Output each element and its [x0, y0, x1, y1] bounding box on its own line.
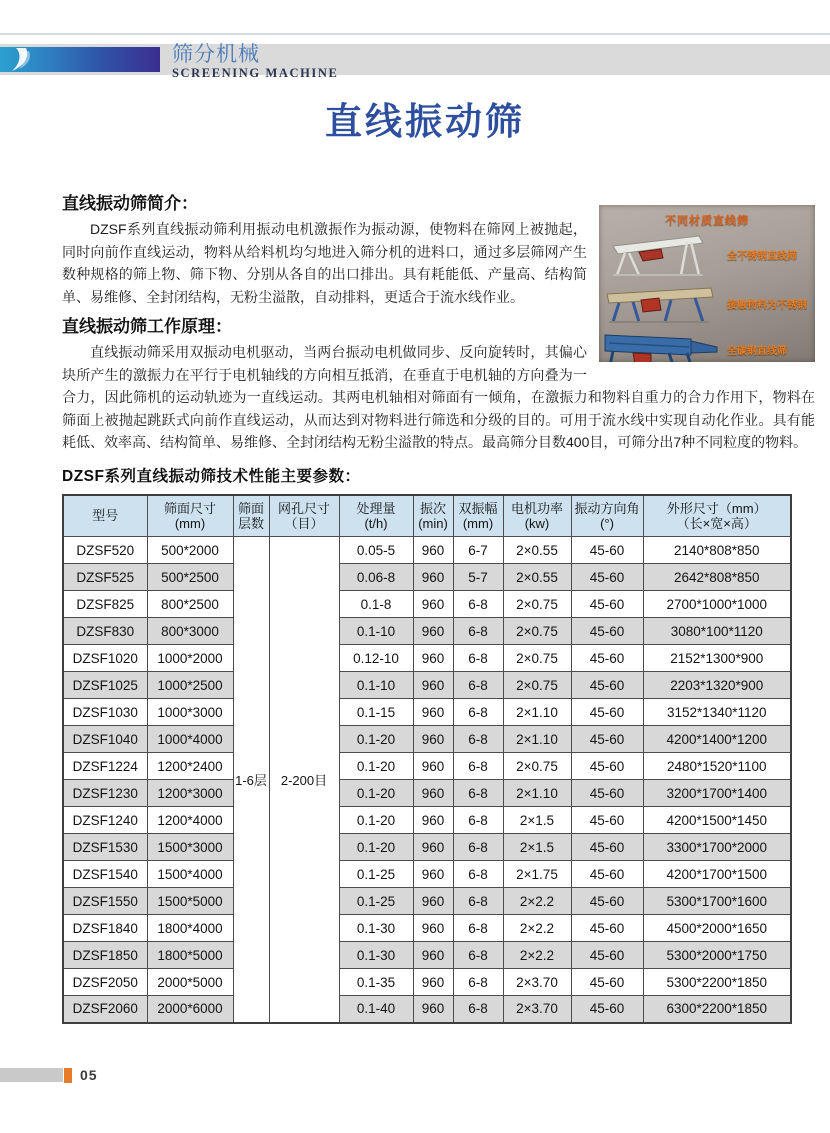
table-cell: 2×3.70: [503, 996, 571, 1023]
table-cell: DZSF825: [63, 591, 147, 618]
table-row: [63, 753, 791, 780]
table-cell: 960: [413, 672, 453, 699]
stainless-contact-machine-illustration: [599, 282, 727, 326]
table-cell: 45-60: [571, 564, 643, 591]
mesh-merged-cell: 2-200目: [269, 537, 339, 1023]
table-cell: 2×0.75: [503, 645, 571, 672]
table-cell: 960: [413, 645, 453, 672]
page-number: 05: [80, 1067, 98, 1083]
product-photo-label: 接触物料为不锈钢: [727, 300, 807, 311]
table-cell: 6-8: [453, 780, 503, 807]
table-cell: DZSF1224: [63, 753, 147, 780]
table-cell: 1000*3000: [147, 699, 233, 726]
table-cell: 6-8: [453, 672, 503, 699]
table-cell: 0.1-35: [339, 969, 413, 996]
footer-gray-bar: [0, 1068, 63, 1082]
spec-table-title: DZSF系列直线振动筛技术性能主要参数：: [62, 467, 361, 485]
table-cell: 960: [413, 564, 453, 591]
table-cell: 0.06-8: [339, 564, 413, 591]
leaf-swoosh-logo: [6, 44, 40, 76]
table-cell: 6-8: [453, 618, 503, 645]
table-cell: 3300*1700*2000: [643, 834, 791, 861]
table-cell: 2000*5000: [147, 969, 233, 996]
table-header-row: [63, 495, 791, 537]
table-cell: 960: [413, 537, 453, 564]
header-line: 层数: [237, 515, 264, 531]
table-cell: 1500*4000: [147, 861, 233, 888]
table-cell: 2×0.55: [503, 537, 571, 564]
table-cell: 45-60: [571, 537, 643, 564]
product-photo-row: [599, 281, 815, 326]
table-cell: DZSF1025: [63, 672, 147, 699]
table-cell: 6-8: [453, 753, 503, 780]
header-line: 振次: [419, 500, 446, 516]
header-line: （目）: [284, 515, 324, 531]
table-cell: 5300*1700*1600: [643, 888, 791, 915]
table-cell: 960: [413, 888, 453, 915]
table-row: [63, 888, 791, 915]
table-cell: 0.1-30: [339, 915, 413, 942]
table-cell: 45-60: [571, 591, 643, 618]
table-cell: 6300*2200*1850: [643, 996, 791, 1023]
col-header-outline-dimensions: [643, 495, 791, 537]
table-cell: 2×0.75: [503, 753, 571, 780]
table-cell: 45-60: [571, 753, 643, 780]
product-photo-row: [599, 228, 815, 281]
table-cell: 2×2.2: [503, 888, 571, 915]
table-cell: 2×0.75: [503, 618, 571, 645]
spec-table-body: [63, 537, 791, 1023]
table-row: [63, 564, 791, 591]
table-cell: 0.1-10: [339, 672, 413, 699]
col-header-vibration-angle: [571, 495, 643, 537]
table-cell: 960: [413, 996, 453, 1023]
principle-paragraph: 直线振动筛采用双振动电机驱动，当两台振动电机做同步、反向旋转时，其偏心块所产生的激振力在平行于电机轴线的方向相互抵消，在垂直于电机轴的方向叠为一合力，因此筛机的运动轨迹为一直线运动。其两电机轴相对筛面有一倾角，在激振力和物料自重力的合力作用下，物料在筛面上被抛起跳跃式向前作直线运动，从而达到对物料进行筛选和分级的目的。可用于流水线中实现自动化作业。具有能耗低、效率高、结构简单、易维修、全封闭结构无粉尘溢散的特点。最高筛分目数400目，可筛分出7种不同粒度的物料。: [62, 344, 815, 450]
table-cell: 0.1-20: [339, 726, 413, 753]
header-line: 振动方向角: [574, 500, 640, 516]
table-cell: DZSF1230: [63, 780, 147, 807]
header-line: 外形尺寸（mm）: [666, 500, 767, 516]
col-header-screen-size: [147, 495, 233, 537]
table-cell: 0.12-10: [339, 645, 413, 672]
product-photo-label: 全碳钢直线筛: [727, 346, 787, 357]
table-cell: DZSF1850: [63, 942, 147, 969]
product-photo-caption: 不同材质直线筛: [665, 215, 749, 227]
table-cell: 500*2000: [147, 537, 233, 564]
carbon-steel-machine-illustration: [599, 327, 727, 363]
table-cell: 2×1.10: [503, 726, 571, 753]
brand-name-chinese: 筛分机械: [172, 43, 260, 66]
table-cell: 0.1-30: [339, 942, 413, 969]
table-cell: DZSF830: [63, 618, 147, 645]
table-cell: DZSF1550: [63, 888, 147, 915]
table-cell: 0.1-20: [339, 780, 413, 807]
table-cell: 4200*1700*1500: [643, 861, 791, 888]
page-header: [0, 43, 830, 80]
table-row: [63, 672, 791, 699]
table-row: [63, 969, 791, 996]
table-cell: 800*3000: [147, 618, 233, 645]
table-cell: 0.1-8: [339, 591, 413, 618]
table-cell: DZSF1240: [63, 807, 147, 834]
table-cell: 5300*2200*1850: [643, 969, 791, 996]
table-cell: 45-60: [571, 996, 643, 1023]
table-cell: DZSF1530: [63, 834, 147, 861]
table-cell: 6-8: [453, 645, 503, 672]
content-area: [62, 193, 815, 454]
table-cell: 500*2500: [147, 564, 233, 591]
table-cell: 960: [413, 969, 453, 996]
col-header-layers: [233, 495, 269, 537]
table-cell: 6-8: [453, 591, 503, 618]
col-header-model: [63, 495, 147, 537]
table-cell: 2×1.10: [503, 699, 571, 726]
header-line: 筛面: [237, 500, 264, 516]
table-cell: 6-8: [453, 996, 503, 1023]
table-row: [63, 861, 791, 888]
table-cell: 6-8: [453, 699, 503, 726]
table-cell: 960: [413, 780, 453, 807]
table-cell: 0.1-40: [339, 996, 413, 1023]
footer-orange-accent: [64, 1068, 72, 1083]
table-cell: 2×1.5: [503, 807, 571, 834]
table-cell: 1000*2500: [147, 672, 233, 699]
table-row: [63, 942, 791, 969]
intro-paragraph: DZSF系列直线振动筛利用振动电机激振作为振动源，使物料在筛网上被抛起，同时向前作直线运动，物料从给料机均匀地进入筛分机的进料口，通过多层筛网产生数种规格的筛上物、筛下物、分别从各自的出口排出。具有耗能低、产量高、结构简单、易维修、全封闭结构，无粉尘溢散，自动排料，更适合于流水线作业。: [62, 221, 587, 305]
table-cell: 6-8: [453, 726, 503, 753]
table-cell: 2×1.75: [503, 861, 571, 888]
table-cell: 2×1.5: [503, 834, 571, 861]
table-cell: 45-60: [571, 942, 643, 969]
table-cell: 960: [413, 618, 453, 645]
table-cell: 45-60: [571, 780, 643, 807]
table-cell: 1000*4000: [147, 726, 233, 753]
table-cell: 2203*1320*900: [643, 672, 791, 699]
header-line: 处理量: [356, 500, 396, 516]
table-cell: DZSF1540: [63, 861, 147, 888]
table-cell: 2700*1000*1000: [643, 591, 791, 618]
table-cell: 800*2500: [147, 591, 233, 618]
page-footer: [0, 1067, 98, 1083]
table-row: [63, 726, 791, 753]
table-cell: DZSF1040: [63, 726, 147, 753]
table-cell: 960: [413, 753, 453, 780]
table-cell: DZSF1030: [63, 699, 147, 726]
table-cell: 2140*808*850: [643, 537, 791, 564]
table-cell: 960: [413, 834, 453, 861]
table-row: [63, 807, 791, 834]
table-cell: 45-60: [571, 888, 643, 915]
spec-table-head: [63, 495, 791, 537]
table-cell: 45-60: [571, 645, 643, 672]
table-cell: 0.1-10: [339, 618, 413, 645]
col-header-mesh-size: [269, 495, 339, 537]
table-cell: 0.05-5: [339, 537, 413, 564]
table-cell: 2000*6000: [147, 996, 233, 1023]
header-line: 双振幅: [458, 500, 498, 516]
layers-merged-cell: 1-6层: [233, 537, 269, 1023]
table-cell: 1500*5000: [147, 888, 233, 915]
table-cell: 0.1-20: [339, 807, 413, 834]
table-cell: 0.1-15: [339, 699, 413, 726]
table-cell: DZSF2050: [63, 969, 147, 996]
table-cell: 0.1-25: [339, 861, 413, 888]
table-cell: DZSF520: [63, 537, 147, 564]
table-row: [63, 834, 791, 861]
header-line: 型号: [92, 508, 119, 524]
table-cell: 2480*1520*1100: [643, 753, 791, 780]
table-cell: 2×0.75: [503, 672, 571, 699]
table-cell: 5300*2000*1750: [643, 942, 791, 969]
table-cell: 3152*1340*1120: [643, 699, 791, 726]
table-cell: 2×2.2: [503, 915, 571, 942]
table-cell: 6-8: [453, 861, 503, 888]
table-cell: DZSF525: [63, 564, 147, 591]
table-row: [63, 645, 791, 672]
header-line: (mm): [462, 515, 494, 531]
table-cell: 6-8: [453, 834, 503, 861]
product-photo-label: 全不锈钢直线筛: [727, 251, 797, 262]
table-row: [63, 915, 791, 942]
table-cell: 6-7: [453, 537, 503, 564]
col-header-frequency: [413, 495, 453, 537]
table-cell: 6-8: [453, 807, 503, 834]
header-line: (°): [600, 515, 614, 531]
intro-heading: 直线振动筛简介：: [62, 194, 198, 213]
table-cell: 6-8: [453, 888, 503, 915]
table-cell: 45-60: [571, 618, 643, 645]
col-header-motor-power: [503, 495, 571, 537]
table-cell: 1200*4000: [147, 807, 233, 834]
table-cell: 1200*3000: [147, 780, 233, 807]
table-row: [63, 537, 791, 564]
table-cell: 960: [413, 942, 453, 969]
table-cell: 2×0.75: [503, 591, 571, 618]
brand-text-block: [172, 44, 338, 80]
table-row: [63, 996, 791, 1023]
table-cell: DZSF1840: [63, 915, 147, 942]
table-cell: 960: [413, 861, 453, 888]
table-cell: 5-7: [453, 564, 503, 591]
header-line: (kw): [524, 515, 550, 531]
header-line: (t/h): [364, 515, 388, 531]
table-cell: 45-60: [571, 672, 643, 699]
table-cell: 1500*3000: [147, 834, 233, 861]
header-line: 电机功率: [510, 500, 563, 516]
page-title: 直线振动筛: [325, 101, 525, 142]
table-cell: 960: [413, 699, 453, 726]
header-line: (min): [418, 515, 448, 531]
table-cell: 3200*1700*1400: [643, 780, 791, 807]
table-row: [63, 699, 791, 726]
table-cell: 1800*5000: [147, 942, 233, 969]
spec-table: [62, 494, 792, 1024]
table-cell: 45-60: [571, 726, 643, 753]
table-cell: 0.1-25: [339, 888, 413, 915]
product-photo-panel: [599, 205, 815, 362]
table-cell: 2×2.2: [503, 942, 571, 969]
stainless-screen-machine-illustration: [599, 230, 727, 280]
table-cell: 6-8: [453, 915, 503, 942]
table-cell: 4200*1500*1450: [643, 807, 791, 834]
table-cell: 960: [413, 591, 453, 618]
principle-heading: 直线振动筛工作原理：: [62, 317, 232, 336]
table-cell: 4500*2000*1650: [643, 915, 791, 942]
table-cell: DZSF2060: [63, 996, 147, 1023]
header-line: 网孔尺寸: [277, 500, 330, 516]
table-cell: 2×3.70: [503, 969, 571, 996]
table-cell: 0.1-20: [339, 834, 413, 861]
header-line: 筛面尺寸: [163, 500, 216, 516]
header-line: (mm): [174, 515, 206, 531]
table-cell: 45-60: [571, 834, 643, 861]
table-cell: 2×1.10: [503, 780, 571, 807]
table-cell: 2642*808*850: [643, 564, 791, 591]
table-cell: 45-60: [571, 861, 643, 888]
table-cell: 45-60: [571, 969, 643, 996]
table-row: [63, 618, 791, 645]
table-cell: 960: [413, 915, 453, 942]
table-cell: 0.1-20: [339, 753, 413, 780]
table-cell: 960: [413, 726, 453, 753]
table-cell: 3080*100*1120: [643, 618, 791, 645]
table-cell: 45-60: [571, 807, 643, 834]
table-cell: 2×0.55: [503, 564, 571, 591]
brand-gradient-banner: [0, 47, 160, 72]
table-cell: 960: [413, 807, 453, 834]
col-header-capacity: [339, 495, 413, 537]
table-cell: 2152*1300*900: [643, 645, 791, 672]
header-line: （长×宽×高）: [676, 515, 757, 531]
table-row: [63, 780, 791, 807]
col-header-amplitude: [453, 495, 503, 537]
table-cell: 6-8: [453, 969, 503, 996]
table-cell: DZSF1020: [63, 645, 147, 672]
product-photo-row: [599, 326, 815, 362]
table-cell: 1800*4000: [147, 915, 233, 942]
brand-name-english: SCREENING MACHINE: [172, 66, 339, 80]
table-cell: 45-60: [571, 915, 643, 942]
table-cell: 1000*2000: [147, 645, 233, 672]
table-row: [63, 591, 791, 618]
table-cell: 4200*1400*1200: [643, 726, 791, 753]
table-cell: 1200*2400: [147, 753, 233, 780]
table-cell: 45-60: [571, 699, 643, 726]
top-divider-line: [0, 33, 830, 35]
table-cell: 6-8: [453, 942, 503, 969]
